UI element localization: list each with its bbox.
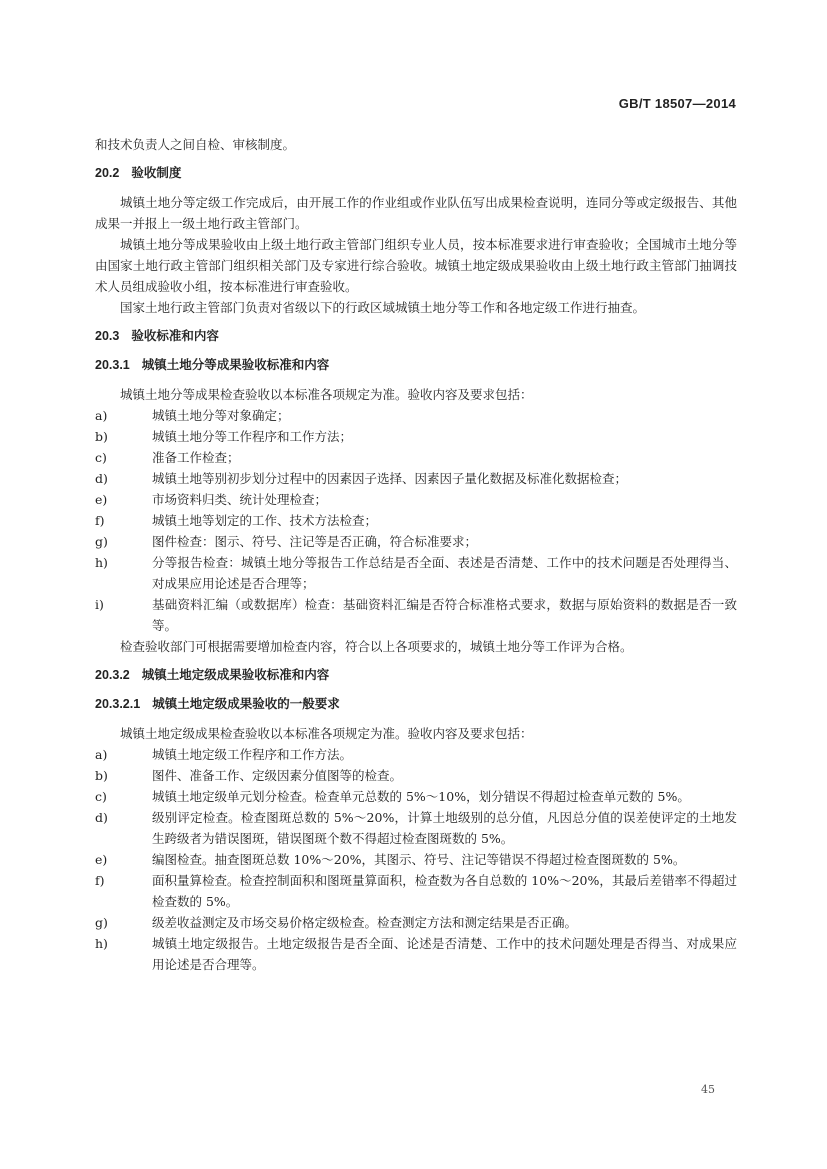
list-item [95,912,737,933]
list-item [95,807,737,849]
list-marker: g) [95,915,108,930]
list-intro: 城镇土地分等成果检查验收以本标准各项规定为准。验收内容及要求包括： [120,387,533,402]
paragraph: 国家土地行政主管部门负责对省级以下的行政区域城镇土地分等工作和各地定级工作进行抽查。 [120,300,646,315]
list-item [95,786,737,807]
list-20-3-1 [95,405,737,636]
list-20-3-2-1 [95,744,737,975]
list-marker: h) [95,555,108,570]
section-title: 城镇土地定级成果验收的一般要求 [152,697,340,711]
list-item [95,531,737,552]
section-number: 20.3.1 [95,358,130,372]
list-item-text: 图件检查：图示、符号、注记等是否正确，符合标准要求； [152,534,478,549]
list-marker: h) [95,936,108,951]
list-item-text: 级别评定检查。检查图斑总数的 5%～20%，计算土地级别的总分值，凡因总分值的误差使评定的土地发生跨级者为错误图斑，错误图斑个数不得超过检查图斑数的 5%。 [152,810,737,846]
list-item [95,489,737,510]
list-marker: d) [95,810,108,825]
list-item-text: 城镇土地定级报告。土地定级报告是否全面、论述是否清楚、工作中的技术问题处理是否得当、对成果应用论述是否合理等。 [152,936,737,972]
list-item-text: 市场资料归类、统计处理检查； [152,492,328,507]
section-number: 20.2 [95,166,120,180]
list-item [95,552,737,594]
section-number: 20.3 [95,329,120,343]
list-item-text: 准备工作检查； [152,450,240,465]
section-heading-20-3 [95,326,737,347]
standard-number: GB/T 18507—2014 [618,96,736,111]
list-marker: e) [95,492,108,507]
list-item-text: 城镇土地定级工作程序和工作方法。 [152,747,353,762]
list-marker: c) [95,450,107,465]
list-item [95,933,737,975]
list-item-text: 级差收益测定及市场交易价格定级检查。检查测定方法和测定结果是否正确。 [152,915,578,930]
list-item [95,426,737,447]
list-marker: e) [95,852,108,867]
list-marker: d) [95,471,108,486]
list-item [95,744,737,765]
list-item [95,447,737,468]
section-number: 20.3.2.1 [95,697,141,711]
list-item-text: 城镇土地等别初步划分过程中的因素因子选择、因素因子量化数据及标准化数据检查； [152,471,628,486]
section-title: 城镇土地定级成果验收标准和内容 [141,668,330,682]
list-item [95,870,737,912]
list-marker: a) [95,747,108,762]
list-marker: a) [95,408,108,423]
page-body [95,134,737,975]
list-item-text: 基础资料汇编（或数据库）检查：基础资料汇编是否符合标准格式要求，数据与原始资料的数据是否一致等。 [152,597,737,633]
page-number: 45 [701,1083,715,1096]
list-item [95,594,737,636]
list-item [95,468,737,489]
list-item-text: 分等报告检查：城镇土地分等报告工作总结是否全面、表述是否清楚、工作中的技术问题是否处理得当、对成果应用论述是否合理等； [152,555,737,591]
section-heading-20-2 [95,163,737,184]
list-marker: f) [95,513,105,528]
list-item-text: 城镇土地等划定的工作、技术方法检查； [152,513,378,528]
section-title: 城镇土地分等成果验收标准和内容 [141,358,330,372]
list-intro: 城镇土地定级成果检查验收以本标准各项规定为准。验收内容及要求包括： [120,726,533,741]
paragraph: 城镇土地分等定级工作完成后，由开展工作的作业组或作业队伍写出成果检查说明，连同分等或定级报告、其他成果一并报上一级土地行政主管部门。 [95,195,737,231]
section-heading-20-3-2-1 [95,694,737,715]
list-item [95,849,737,870]
list-marker: b) [95,768,108,783]
list-item [95,765,737,786]
closing-paragraph: 检查验收部门可根据需要增加检查内容，符合以上各项要求的，城镇土地分等工作评为合格。 [120,639,633,654]
list-marker: b) [95,429,108,444]
list-marker: g) [95,534,108,549]
list-item [95,510,737,531]
paragraph: 城镇土地分等成果验收由上级土地行政主管部门组织专业人员，按本标准要求进行审查验收；全国城市土地分等由国家土地行政主管部门组织相关部门及专家进行综合验收。城镇土地定级成果验收由上级土地行政主管部门抽调技术人员组成验收小组，按本标准进行审查验收。 [95,237,737,294]
continued-paragraph: 和技术负责人之间自检、审核制度。 [95,137,296,152]
section-title: 验收标准和内容 [131,329,219,343]
section-heading-20-3-2 [95,665,737,686]
list-item-text: 城镇土地分等对象确定； [152,408,290,423]
list-item-text: 图件、准备工作、定级因素分值图等的检查。 [152,768,403,783]
list-item-text: 编图检查。抽查图斑总数 10%～20%，其图示、符号、注记等错误不得超过检查图斑数的 5%。 [152,852,686,867]
list-item [95,405,737,426]
list-marker: f) [95,873,105,888]
section-heading-20-3-1 [95,355,737,376]
list-marker: c) [95,789,107,804]
list-item-text: 面积量算检查。检查控制面积和图斑量算面积，检查数为各自总数的 10%～20%，其最后差错率不得超过检查数的 5%。 [152,873,737,909]
section-title: 验收制度 [131,166,182,180]
section-number: 20.3.2 [95,668,130,682]
list-item-text: 城镇土地定级单元划分检查。检查单元总数的 5%～10%，划分错误不得超过检查单元数的 5%。 [152,789,690,804]
list-marker: i) [95,597,104,612]
list-item-text: 城镇土地分等工作程序和工作方法； [152,429,353,444]
